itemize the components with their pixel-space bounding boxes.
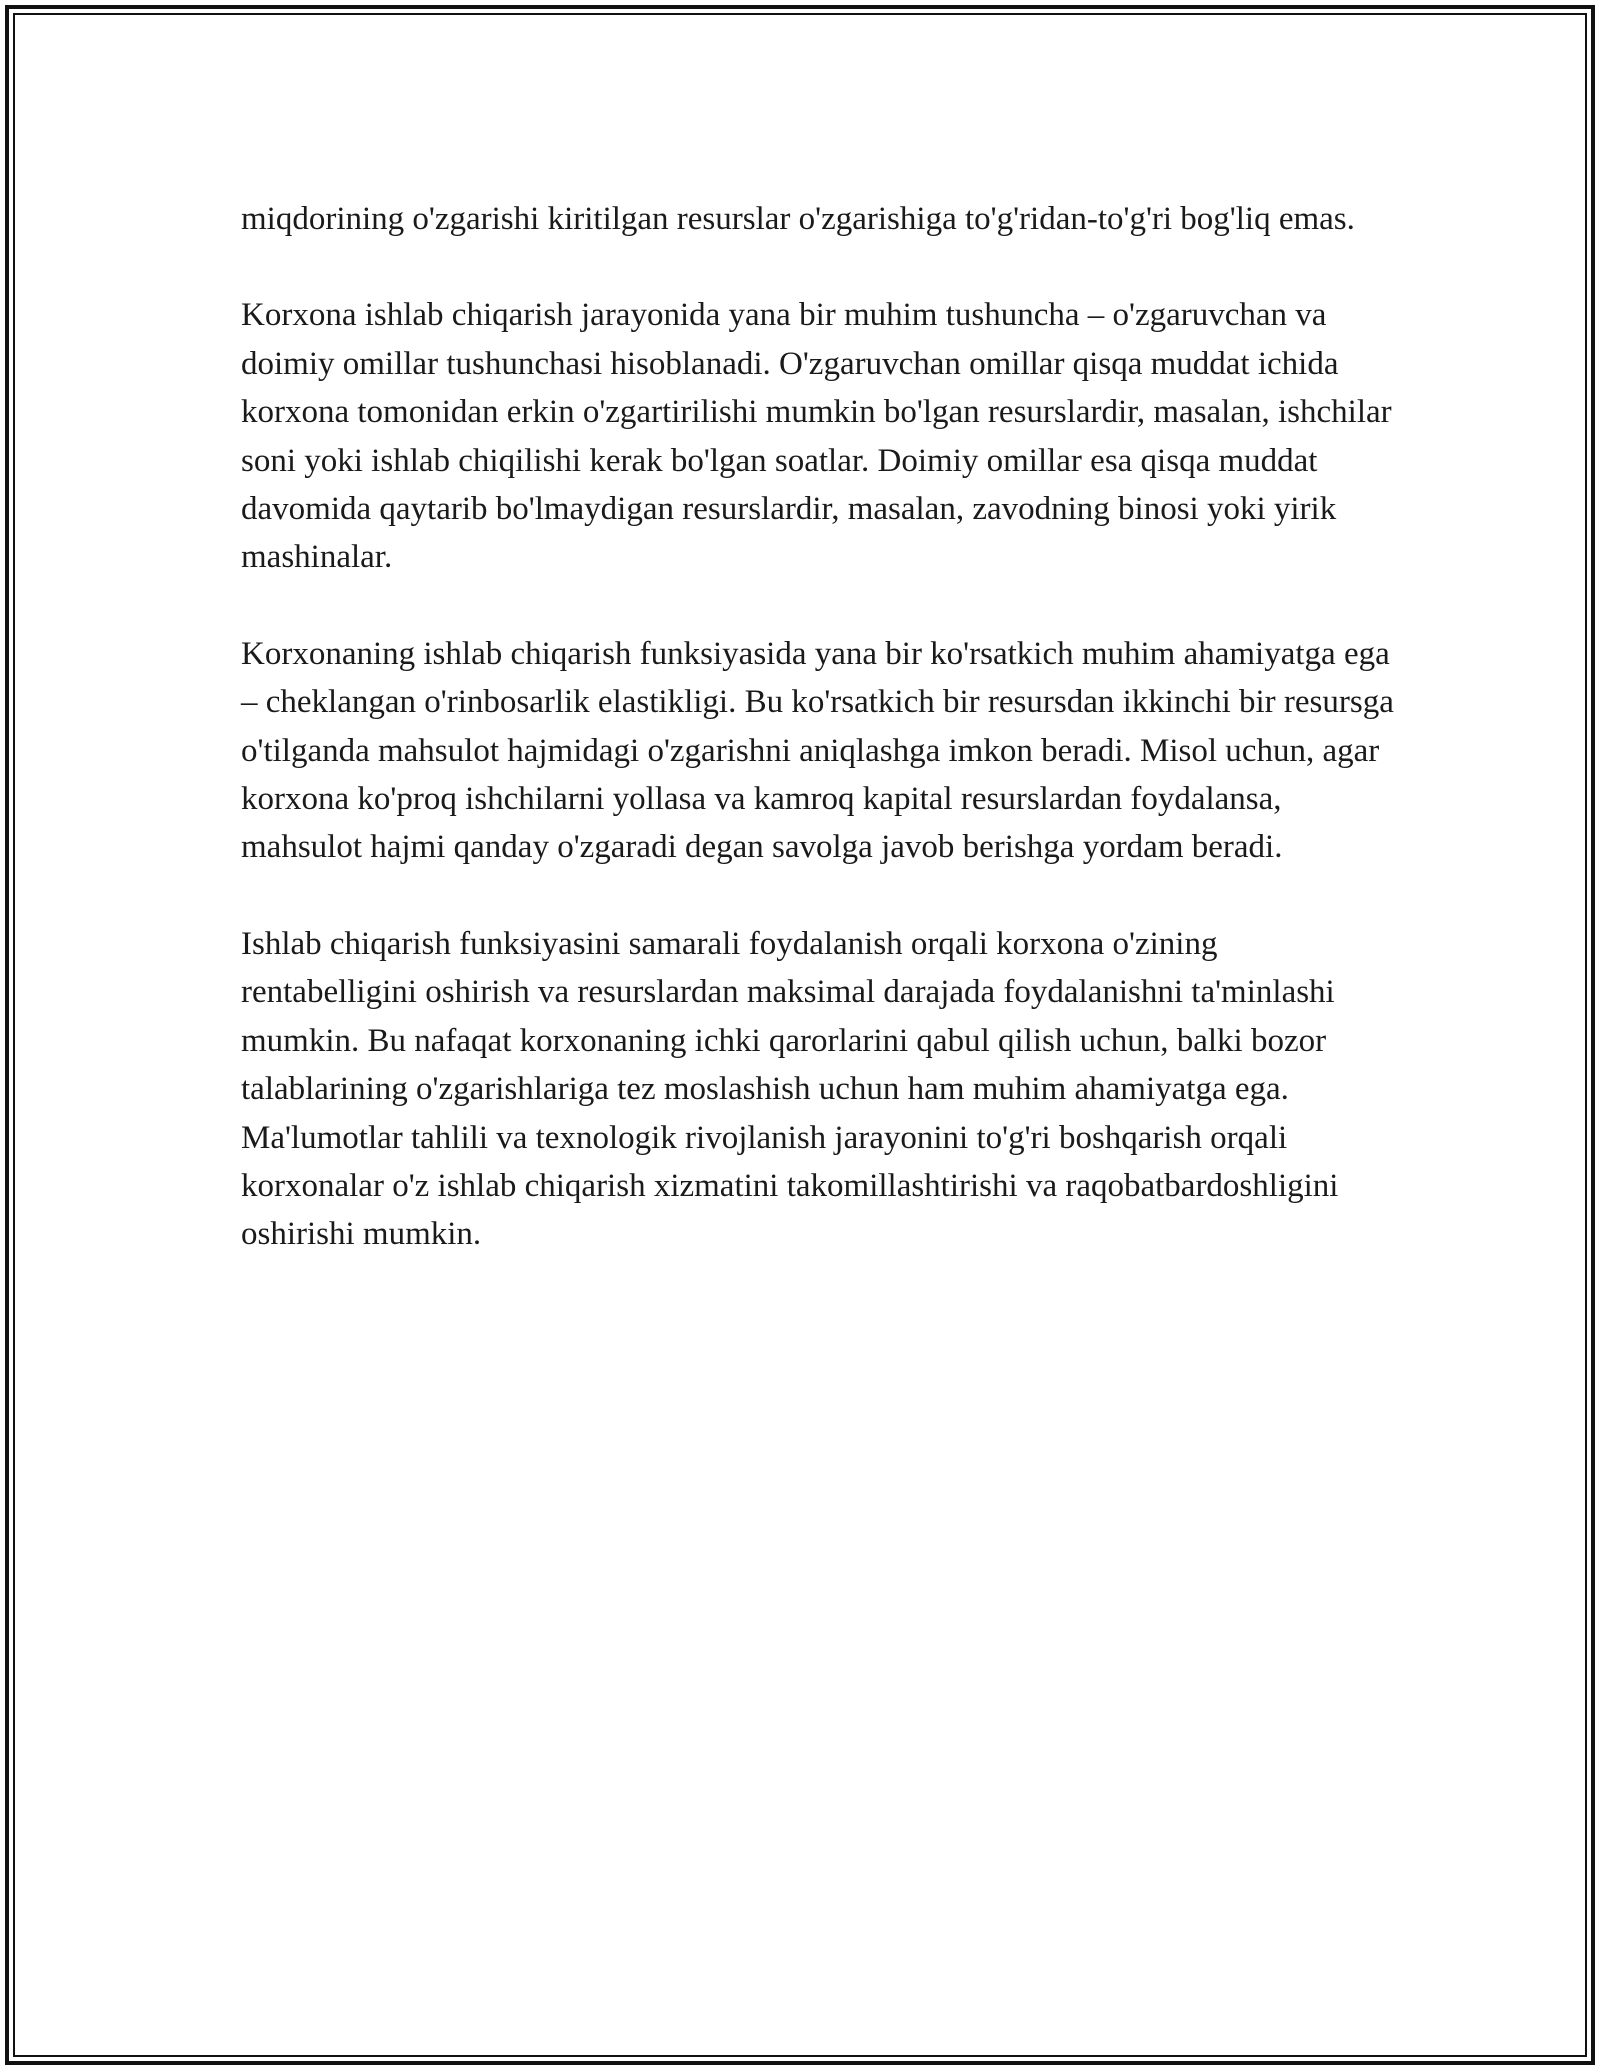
paragraph-3: Korxonaning ishlab chiqarish funksiyasida yana bir ko'rsatkich muhim ahamiyatga ega – cheklangan o'rinbosarlik elastikligi. Bu ko'rsatkich bir resursdan ikkinchi bir resursga o'tilganda mahsulot hajmidagi o'zgarishni aniqlashga imkon beradi. Misol uchun, agar korxona ko'proq ishchilarni yollasa va kamroq kapital resurslardan foydalansa, mahsulot hajmi qanday o'zgaradi degan savolga javob berishga yordam beradi. (241, 635, 1394, 866)
page (13, 13, 1587, 2057)
page-border (5, 5, 1595, 2065)
paragraph-4: Ishlab chiqarish funksiyasini samarali foydalanish orqali korxona o'zining rentabelligini oshirish va resurslardan maksimal darajada foydalanishni ta'minlashi mumkin. Bu nafaqat korxonaning ichki qarorlarini qabul qilish uchun, balki bozor talablarining o'zgarishlariga tez moslashish uchun ham muhim ahamiyatga ega. Ma'lumotlar tahlili va texnologik rivojlanish jarayonini to'g'ri boshqarish orqali korxonalar o'z ishlab chiqarish xizmatini takomillashtirishi va raqobatbardoshligini oshirishi mumkin. (241, 925, 1339, 1253)
paragraph-1: miqdorining o'zgarishi kiritilgan resurslar o'zgarishiga to'g'ridan-to'g'ri bog'liq emas. (241, 201, 1355, 237)
paragraph-2: Korxona ishlab chiqarish jarayonida yana bir muhim tushuncha – o'zgaruvchan va doimiy omillar tushunchasi hisoblanadi. O'zgaruvchan omillar qisqa muddat ichida korxona tomonidan erkin o'zgartirilishi mumkin bo'lgan resurslardir, masalan, ishchilar soni yoki ishlab chiqilishi kerak bo'lgan soatlar. Doimiy omillar esa qisqa muddat davomida qaytarib bo'lmaydigan resurslardir, masalan, zavodning binosi yoki yirik mashinalar. (241, 297, 1392, 576)
document-body (241, 195, 1401, 1259)
